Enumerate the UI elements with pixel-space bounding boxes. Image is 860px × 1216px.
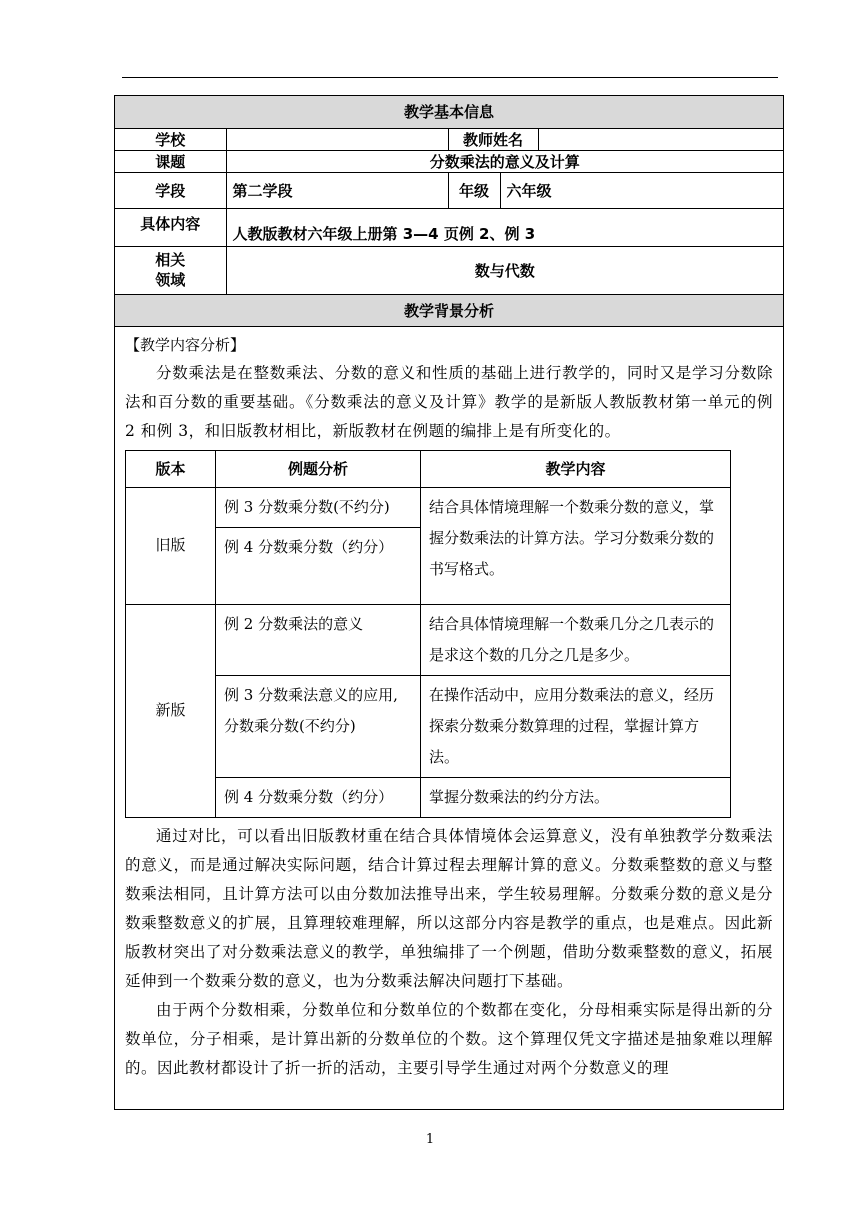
field-label [115, 246, 226, 294]
old-example-1: 例 3 分数乘分数(不约分) [216, 487, 421, 527]
content-analysis-heading: 【教学内容分析】 [125, 335, 246, 354]
basic-info-title: 教学基本信息 [115, 96, 783, 128]
teacher-value [538, 128, 783, 150]
basic-info-table [115, 96, 783, 327]
teacher-label: 教师姓名 [448, 128, 538, 150]
new-version-label: 新版 [126, 604, 216, 817]
grade-value: 六年级 [500, 172, 783, 208]
topic-value: 分数乘法的意义及计算 [226, 150, 783, 172]
old-content: 结合具体情境理解一个数乘分数的意义，掌握分数乘法的计算方法。学习分数乘分数的书写格式。 [421, 487, 731, 604]
new-content-1: 结合具体情境理解一个数乘几分之几表示的是求这个数的几分之几是多少。 [421, 604, 731, 675]
paragraph-2: 通过对比，可以看出旧版教材重在结合具体情境体会运算意义，没有单独教学分数乘法的意义，而是通过解决实际问题，结合计算过程去理解计算的意义。分数乘整数的意义与整数乘法相同，且计算方法可以由分数加法推导出来，学生较易理解。分数乘分数的意义是分数乘整数意义的扩展，且算理较难理解，所以这部分内容是教学的重点，也是难点。因此新版教材突出了对分数乘法意义的教学，单独编排了一个例题，借助分数乘整数的意义，拓展延伸到一个数乘分数的意义，也为分数乘法解决问题打下基础。 [125, 826, 773, 990]
content-value: 人教版教材六年级上册第 3—4 页例 2、例 3 [226, 208, 783, 246]
old-example-2: 例 4 分数乘分数（约分） [216, 527, 421, 604]
old-version-label: 旧版 [126, 487, 216, 604]
header-content: 教学内容 [421, 450, 731, 487]
new-example-3: 例 4 分数乘分数（约分） [216, 777, 421, 817]
header-example: 例题分析 [216, 450, 421, 487]
header-rule [122, 77, 778, 78]
page-number: 1 [425, 1132, 435, 1147]
field-value: 数与代数 [226, 246, 783, 294]
new-content-3: 掌握分数乘法的约分方法。 [421, 777, 731, 817]
lesson-plan-table [114, 95, 784, 1110]
topic-label: 课题 [115, 150, 226, 172]
field-label-line2: 领域 [155, 271, 186, 289]
background-title: 教学背景分析 [115, 294, 783, 326]
new-example-1: 例 2 分数乘法的意义 [216, 604, 421, 675]
school-value [226, 128, 448, 150]
header-version: 版本 [126, 450, 216, 487]
stage-label: 学段 [115, 172, 226, 208]
paragraph-3: 由于两个分数相乘，分数单位和分数单位的个数都在变化，分母相乘实际是得出新的分数单位，分子相乘，是计算出新的分数单位的个数。这个算理仅凭文字描述是抽象难以理解的。因此教材都设计了折一折的活动，主要引导学生通过对两个分数意义的理 [125, 1000, 773, 1077]
new-example-2: 例 3 分数乘法意义的应用,分数乘分数(不约分) [216, 675, 421, 777]
background-body [115, 327, 783, 1083]
content-label: 具体内容 [115, 208, 226, 246]
grade-label: 年级 [448, 172, 500, 208]
stage-value: 第二学段 [226, 172, 448, 208]
field-label-line1: 相关 [155, 251, 186, 269]
school-label: 学校 [115, 128, 226, 150]
comparison-table [125, 450, 731, 818]
new-content-2: 在操作活动中，应用分数乘法的意义，经历探索分数乘分数算理的过程，掌握计算方法。 [421, 675, 731, 777]
paragraph-1: 分数乘法是在整数乘法、分数的意义和性质的基础上进行教学的，同时又是学习分数除法和百分数的重要基础。《分数乘法的意义及计算》教学的是新版人教版教材第一单元的例 2 和例 3，和旧版教材相比，新版教材在例题的编排上是有所变化的。 [125, 363, 773, 440]
